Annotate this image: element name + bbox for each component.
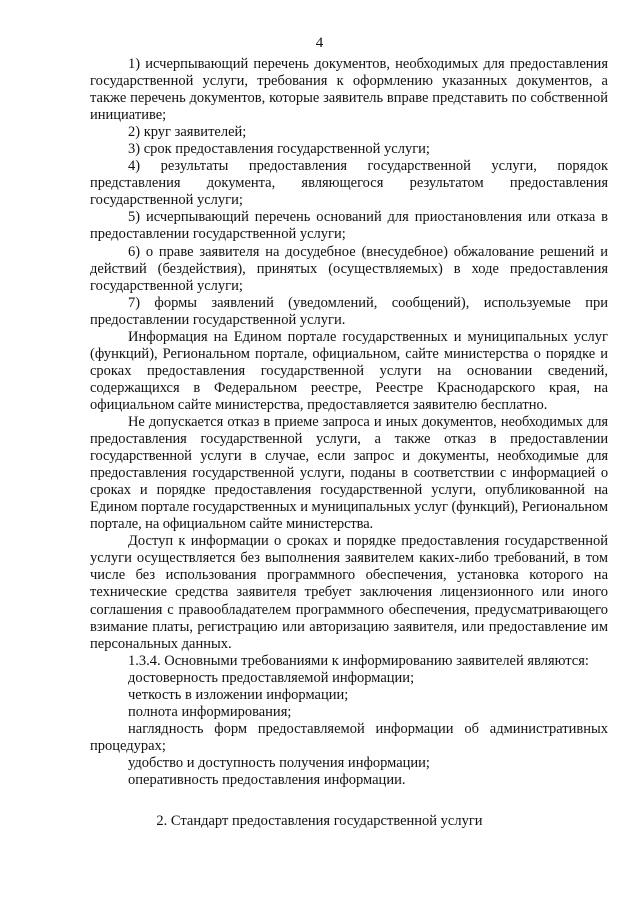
list-item-visual-forms: наглядность форм предоставляемой информации об административных процедурах; xyxy=(90,720,608,754)
paragraph-applicants: 2) круг заявителей; xyxy=(128,124,247,141)
paragraph-results: 4) результаты предоставления государственной услуги, порядок представления документа, являющегося результатом предоставления государственной услуги; xyxy=(90,158,608,209)
list-item-clarity: четкость в изложении информации; xyxy=(128,686,349,703)
paragraph-documents-list: 1) исчерпывающий перечень документов, необходимых для предоставления государственной услуги, требования к оформлению указанных документов, а также перечень документов, которые заявитель вправе представить по собственной инициативе; xyxy=(90,56,608,124)
paragraph-requirements-intro: 1.3.4. Основными требованиями к информированию заявителей являются: xyxy=(128,652,589,669)
body-text xyxy=(90,56,608,789)
list-item-completeness: полнота информирования; xyxy=(128,703,292,720)
list-item-promptness: оперативность предоставления информации. xyxy=(128,771,406,788)
paragraph-application-forms: 7) формы заявлений (уведомлений, сообщений), используемые при предоставлении государственной услуги. xyxy=(90,294,608,328)
list-item-accessibility: удобство и доступность получения информации; xyxy=(128,754,430,771)
list-item-reliability: достоверность предоставляемой информации; xyxy=(128,669,415,686)
paragraph-term: 3) срок предоставления государственной услуги; xyxy=(128,141,430,158)
paragraph-portal-info: Информация на Едином портале государственных и муниципальных услуг (функций), Региональном портале, официальном, сайте министерства о порядке и сроках предоставления государственной услуги на основании сведений, содержащихся в Федеральном реестре, Реестре Краснодарского края, на официальном сайте министерства, предоставляется заявителю бесплатно. xyxy=(90,328,608,413)
paragraph-free-access: Доступ к информации о сроках и порядке предоставления государственной услуги осуществляется без выполнения заявителем каких-либо требований, в том числе без использования программного обеспечения, установка которого на технические средства заявителя требует заключения лицензионного или иного соглашения с правообладателем программного обеспечения, предусматривающего взимание платы, регистрацию или авторизацию заявителя, или предоставление им персональных данных. xyxy=(90,533,608,652)
paragraph-suspension-grounds: 5) исчерпывающий перечень оснований для приостановления или отказа в предоставлении государственной услуги; xyxy=(90,209,608,243)
page-number: 4 xyxy=(315,35,324,51)
section-heading: 2. Стандарт предоставления государственной услуги xyxy=(156,813,483,829)
paragraph-appeal-right: 6) о праве заявителя на досудебное (внесудебное) обжалование решений и действий (бездействия), принятых (осуществляемых) в ходе предоставления государственной услуги; xyxy=(90,243,608,294)
paragraph-no-refusal: Не допускается отказ в приеме запроса и иных документов, необходимых для предоставления государственной услуги, а также отказ в предоставлении государственной услуги в случае, если запрос и документы, необходимые для предоставления государственной услуги, поданы в соответствии с информацией о сроках и порядке предоставления государственной услуги, опубликованной на Едином портале государственных и муниципальных услуг (функций), Региональном портале, на официальном сайте министерства. xyxy=(90,413,608,533)
